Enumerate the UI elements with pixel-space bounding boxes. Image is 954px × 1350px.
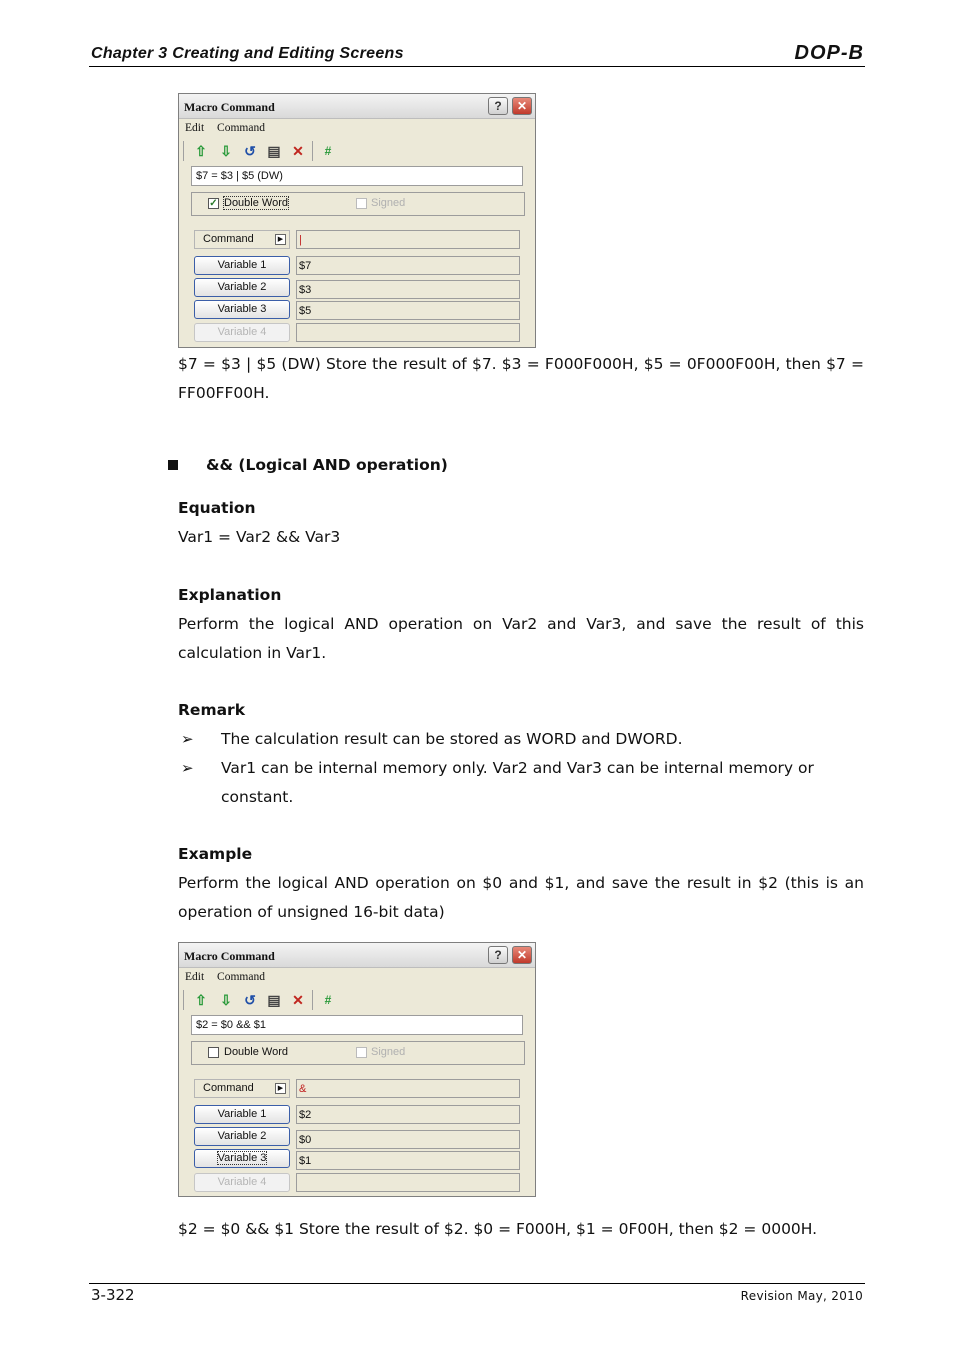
double-word-checkbox[interactable]: ✓ xyxy=(209,198,218,209)
menu-command[interactable]: Command xyxy=(217,971,265,983)
signed-checkbox xyxy=(356,1047,367,1058)
section-bullet xyxy=(168,460,178,470)
example-heading: Example xyxy=(178,845,253,863)
command-label-text: Command xyxy=(203,1082,254,1094)
dialog-title: Macro Command xyxy=(184,100,275,114)
dialog-menubar xyxy=(185,971,275,983)
command-label xyxy=(194,1079,290,1098)
delete-icon[interactable]: ✕ xyxy=(292,143,304,159)
expression-field[interactable]: $2 = $0 && $1 xyxy=(191,1015,523,1035)
menu-edit[interactable]: Edit xyxy=(185,122,205,134)
variable-2-field[interactable]: $3 xyxy=(296,280,520,299)
arrow-bullet-icon: ➢ xyxy=(181,730,194,748)
variable-4-button xyxy=(194,323,290,342)
variable-2-field[interactable]: $0 xyxy=(296,1130,520,1149)
dialog-2-caption: $2 = $0 && $1 Store the result of $2. $0 = F000H, $1 = 0F00H, then $2 = 0000H. xyxy=(178,1220,818,1238)
variable-3-label: Variable 3 xyxy=(217,303,267,315)
triangle-right-icon[interactable]: ▶ xyxy=(275,234,286,245)
delete-icon[interactable]: ✕ xyxy=(292,992,304,1008)
page-number: 3-322 xyxy=(91,1286,135,1304)
remark-item: Var1 can be internal memory only. Var2 and Var3 can be internal memory or constant. xyxy=(221,759,814,806)
down-arrow-icon[interactable]: ⇩ xyxy=(220,992,232,1008)
options-group xyxy=(191,1041,525,1065)
variable-2-label: Variable 2 xyxy=(217,281,267,293)
remark-item: The calculation result can be stored as WORD and DWORD. xyxy=(221,730,683,748)
variable-3-button[interactable] xyxy=(194,300,290,319)
dialog-title: Macro Command xyxy=(184,949,275,963)
document-icon[interactable]: ▤ xyxy=(267,143,281,159)
chapter-title: Chapter 3 Creating and Editing Screens xyxy=(91,45,404,62)
toolbar-separator xyxy=(312,990,313,1010)
variable-2-button[interactable] xyxy=(194,1127,290,1146)
signed-checkbox xyxy=(356,198,367,209)
options-group xyxy=(191,192,525,216)
up-arrow-icon[interactable]: ⇧ xyxy=(195,143,207,159)
close-button[interactable]: ✕ xyxy=(512,946,532,964)
command-label xyxy=(194,230,290,249)
double-word-checkbox[interactable] xyxy=(208,1047,219,1058)
signed-label: Signed xyxy=(371,197,406,209)
up-arrow-icon[interactable]: ⇧ xyxy=(195,992,207,1008)
toolbar-separator xyxy=(183,990,184,1010)
remark-heading: Remark xyxy=(178,701,246,719)
variable-2-button[interactable] xyxy=(194,278,290,297)
equation-heading: Equation xyxy=(178,499,256,517)
brand-logo: DOP-B xyxy=(794,42,864,64)
variable-3-field[interactable]: $5 xyxy=(296,301,520,320)
variable-4-field xyxy=(296,1173,520,1192)
variable-1-field[interactable]: $2 xyxy=(296,1105,520,1124)
macro-command-dialog-1 xyxy=(178,93,536,348)
dialog-toolbar xyxy=(183,989,343,1011)
example-text: Perform the logical AND operation on $0 and $1, and save the result in $2 (this is an operation of unsigned 16-bit data) xyxy=(178,874,864,921)
arrow-bullet-icon: ➢ xyxy=(181,759,194,777)
revision-text: Revision May, 2010 xyxy=(740,1289,863,1303)
variable-4-label: Variable 4 xyxy=(217,1176,267,1188)
close-button[interactable]: ✕ xyxy=(512,97,532,115)
variable-4-button xyxy=(194,1173,290,1192)
dialog-titlebar xyxy=(179,94,535,119)
dialog-toolbar xyxy=(183,140,343,162)
command-label-text: Command xyxy=(203,233,254,245)
menu-command[interactable]: Command xyxy=(217,122,265,134)
dialog-1-caption: $7 = $3 | $5 (DW) Store the result of $7. $3 = F000F000H, $5 = 0F000F00H, then $7 = FF00FF00H. xyxy=(178,355,864,402)
variable-4-field xyxy=(296,323,520,342)
dialog-menubar xyxy=(185,122,275,134)
toolbar-separator xyxy=(183,141,184,161)
variable-3-label: Variable 3 xyxy=(217,1152,267,1164)
equation-text: Var1 = Var2 && Var3 xyxy=(178,528,341,546)
variable-1-label: Variable 1 xyxy=(217,259,267,271)
triangle-right-icon[interactable]: ▶ xyxy=(275,1083,286,1094)
help-button[interactable]: ? xyxy=(488,946,508,964)
section-title: && (Logical AND operation) xyxy=(206,456,448,474)
down-arrow-icon[interactable]: ⇩ xyxy=(220,143,232,159)
explanation-text: Perform the logical AND operation on Var2 and Var3, and save the result of this calculation in Var1. xyxy=(178,615,864,662)
command-field[interactable]: | xyxy=(296,230,520,249)
menu-edit[interactable]: Edit xyxy=(185,971,205,983)
variable-3-field[interactable]: $1 xyxy=(296,1151,520,1170)
help-button[interactable]: ? xyxy=(488,97,508,115)
toolbar-separator xyxy=(312,141,313,161)
hash-icon[interactable]: # xyxy=(324,993,332,1007)
hash-icon[interactable]: # xyxy=(324,144,332,158)
document-icon[interactable]: ▤ xyxy=(267,992,281,1008)
double-word-label: Double Word xyxy=(224,1046,288,1058)
signed-label: Signed xyxy=(371,1046,406,1058)
header-divider xyxy=(89,66,865,67)
explanation-heading: Explanation xyxy=(178,586,282,604)
macro-command-dialog-2 xyxy=(178,942,536,1197)
footer-divider xyxy=(89,1283,865,1284)
expression-field[interactable]: $7 = $3 | $5 (DW) xyxy=(191,166,523,186)
double-word-label: Double Word xyxy=(224,197,288,209)
refresh-icon[interactable]: ↺ xyxy=(244,143,256,159)
variable-1-button[interactable] xyxy=(194,256,290,275)
variable-4-label: Variable 4 xyxy=(217,326,267,338)
command-field[interactable]: & xyxy=(296,1079,520,1098)
variable-3-button[interactable] xyxy=(194,1149,290,1168)
refresh-icon[interactable]: ↺ xyxy=(244,992,256,1008)
variable-2-label: Variable 2 xyxy=(217,1130,267,1142)
dialog-titlebar xyxy=(179,943,535,968)
variable-1-field[interactable]: $7 xyxy=(296,256,520,275)
variable-1-label: Variable 1 xyxy=(217,1108,267,1120)
variable-1-button[interactable] xyxy=(194,1105,290,1124)
